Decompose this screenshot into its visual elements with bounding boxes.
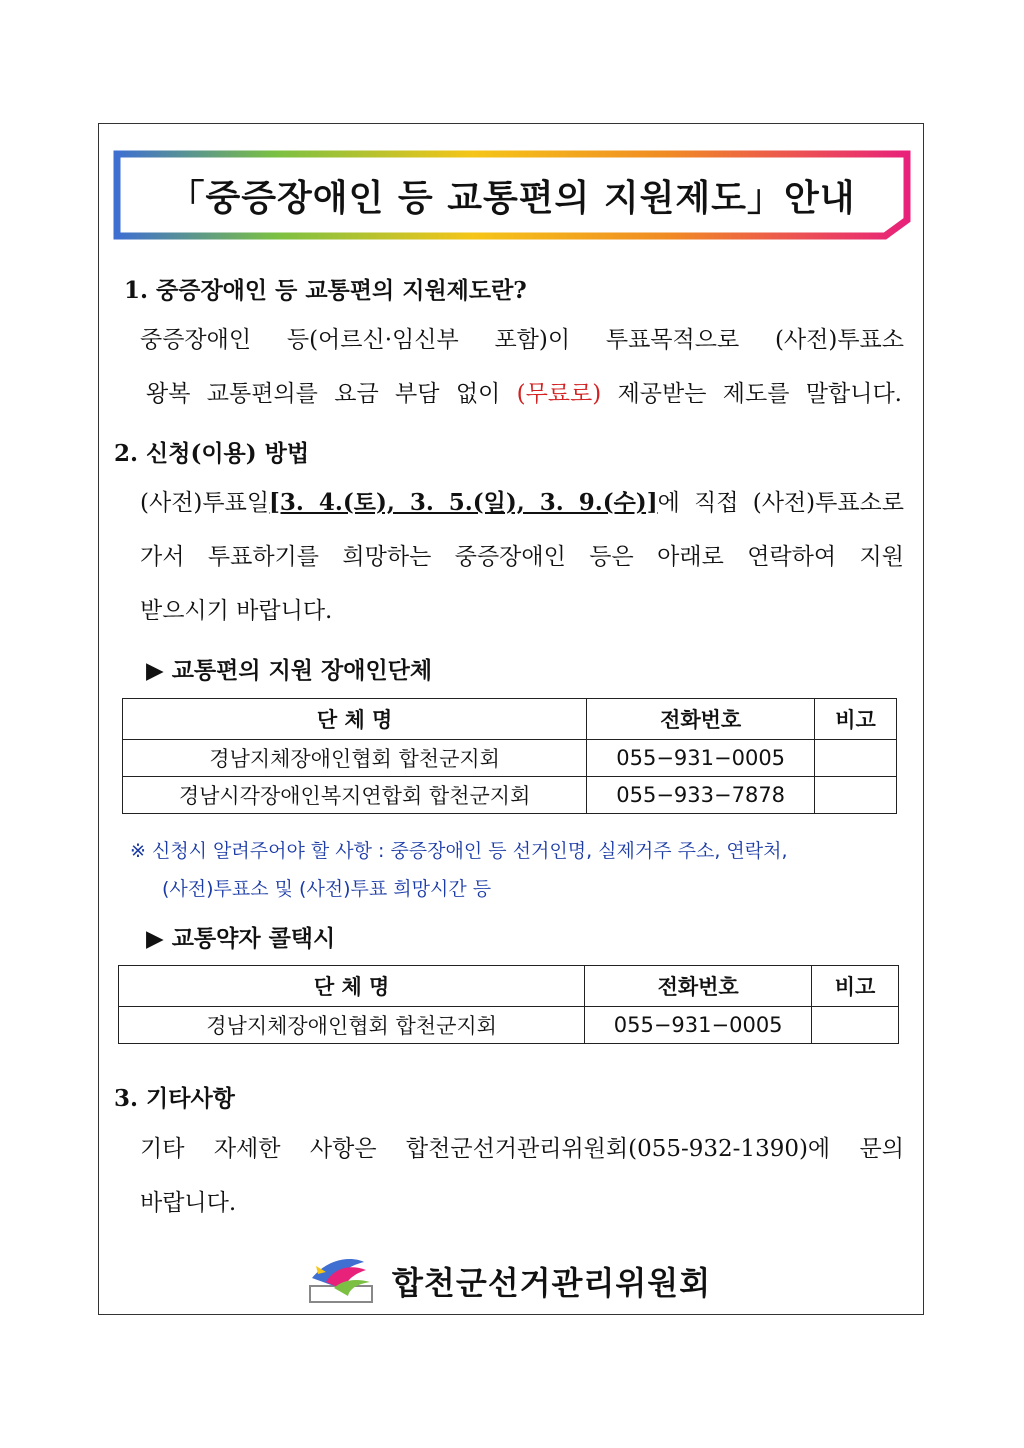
voting-dates: [3. 4.(토), 3. 5.(일), 3. 9.(수)] bbox=[269, 489, 658, 516]
support-org-table bbox=[122, 698, 897, 814]
col-org-name: 단 체 명 bbox=[123, 699, 587, 740]
page-title: 「중증장애인 등 교통편의 지원제도」안내 bbox=[168, 177, 856, 219]
section2-line2: 가서 투표하기를 희망하는 중증장애인 등은 아래로 연락하여 지원 bbox=[140, 544, 904, 570]
table-header-row bbox=[123, 699, 897, 740]
table-row: 경남시각장애인복지연합회 합천군지회 055−933−7878 bbox=[123, 777, 897, 814]
section2-line1: (사전)투표일[3. 4.(토), 3. 5.(일), 3. 9.(수)]에 직접 (사전)투표소로 bbox=[140, 489, 904, 516]
table-row: 경남지체장애인협회 합천군지회 055−931−0005 bbox=[123, 740, 897, 777]
title-banner bbox=[113, 150, 911, 240]
call-taxi-table bbox=[118, 965, 899, 1044]
section1-line1: 중증장애인 등(어르신·임신부 포함)이 투표목적으로 (사전)투표소 bbox=[140, 327, 904, 353]
col-note: 비고 bbox=[815, 699, 897, 740]
col-note: 비고 bbox=[812, 966, 899, 1007]
footer bbox=[300, 1252, 760, 1312]
table-header-row bbox=[119, 966, 899, 1007]
section3-line2: 바랍니다. bbox=[140, 1190, 237, 1216]
table1-title: ▶ 교통편의 지원 장애인단체 bbox=[146, 658, 433, 684]
col-phone: 전화번호 bbox=[587, 699, 815, 740]
col-phone: 전화번호 bbox=[585, 966, 812, 1007]
section1-line2: 왕복 교통편의를 요금 부담 없이 (무료로) 제공받는 제도를 말합니다. bbox=[146, 381, 902, 407]
section2-line3: 받으시기 바랍니다. bbox=[140, 598, 333, 624]
section2-heading: 2. 신청(이용) 방법 bbox=[114, 440, 310, 467]
ballot-emblem-icon bbox=[304, 1252, 384, 1308]
col-org-name: 단 체 명 bbox=[119, 966, 585, 1007]
table2-title: ▶ 교통약자 콜택시 bbox=[146, 926, 336, 952]
section1-heading: 1. 중증장애인 등 교통편의 지원제도란? bbox=[124, 277, 527, 304]
org-name: 합천군선거관리위원회 bbox=[392, 1264, 712, 1302]
application-note: ※ 신청시 알려주어야 할 사항 : 중증장애인 등 선거인명, 실제거주 주소, 연락처, (사전)투표소 및 (사전)투표 희망시간 등 bbox=[130, 840, 788, 900]
free-highlight: (무료로) bbox=[516, 381, 602, 407]
section3-line1: 기타 자세한 사항은 합천군선거관리위원회(055-932-1390)에 문의 bbox=[140, 1136, 904, 1162]
table-row: 경남지체장애인협회 합천군지회 055−931−0005 bbox=[119, 1007, 899, 1044]
section3-heading: 3. 기타사항 bbox=[114, 1085, 235, 1112]
